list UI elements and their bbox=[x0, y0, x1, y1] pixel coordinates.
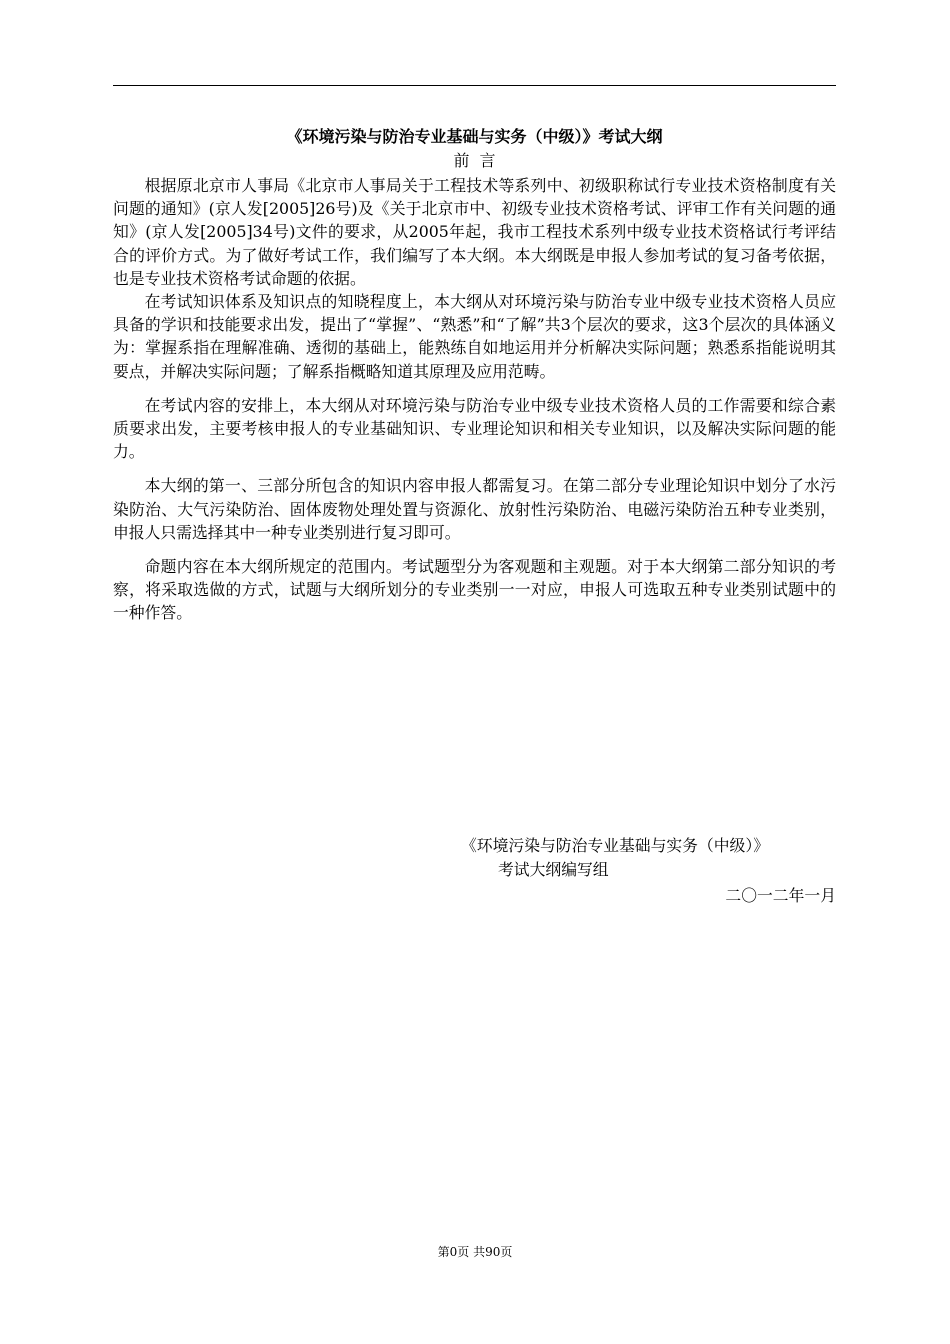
preface-heading: 前言 bbox=[453, 151, 506, 170]
signature-title: 《环境污染与防治专业基础与实务（中级）》 bbox=[461, 836, 770, 855]
page-number-footer: 第0页 共90页 bbox=[437, 1245, 513, 1259]
signature-date: 二〇一二年一月 bbox=[725, 886, 836, 905]
document-body bbox=[113, 174, 836, 625]
paragraph-2: 在考试知识体系及知识点的知晓程度上，本大纲从对环境污染与防治专业中级专业技术资格人员应具备的学识和技能要求出发，提出了“掌握”、“熟悉”和“了解”共3个层次的要求，这3个层次的具体涵义为：掌握系指在理解准确、透彻的基础上，能熟练自如地运用并分析解决实际问题；熟悉系指能说明其要点，并解决实际问题；了解系指概略知道其原理及应用范畴。 bbox=[113, 292, 836, 381]
paragraph-4: 本大纲的第一、三部分所包含的知识内容申报人都需复习。在第二部分专业理论知识中划分了水污染防治、大气污染防治、固体废物处理处置与资源化、放射性污染防治、电磁污染防治五种专业类别，申报人只需选择其中一种专业类别进行复习即可。 bbox=[113, 476, 836, 542]
header-rule bbox=[113, 85, 836, 86]
paragraph-3: 在考试内容的安排上，本大纲从对环境污染与防治专业中级专业技术资格人员的工作需要和综合素质要求出发，主要考核申报人的专业基础知识、专业理论知识和相关专业知识，以及解决实际问题的能力。 bbox=[113, 395, 836, 462]
document-title: 《环境污染与防治专业基础与实务（中级）》考试大纲 bbox=[286, 127, 663, 146]
paragraph-5: 命题内容在本大纲所规定的范围内。考试题型分为客观题和主观题。对于本大纲第二部分知识的考察，将采取选做的方式，试题与大纲所划分的专业类别一一对应，申报人可选取五种专业类别试题中的一种作答。 bbox=[113, 557, 836, 623]
paragraph-1: 根据原北京市人事局《北京市人事局关于工程技术等系列中、初级职称试行专业技术资格制度有关问题的通知》(京人发[2005]26号)及《关于北京市中、初级专业技术资格考试、评审工作有关问题的通知》(京人发[2005]34号)文件的要求，从2005年起，我市工程技术系列中级专业技术资格试行考评结合的评价方式。为了做好考试工作，我们编写了本大纲。本大纲既是申报人参加考试的复习备考依据，也是专业技术资格考试命题的依据。 bbox=[113, 176, 836, 288]
signature-group: 考试大纲编写组 bbox=[498, 860, 609, 879]
